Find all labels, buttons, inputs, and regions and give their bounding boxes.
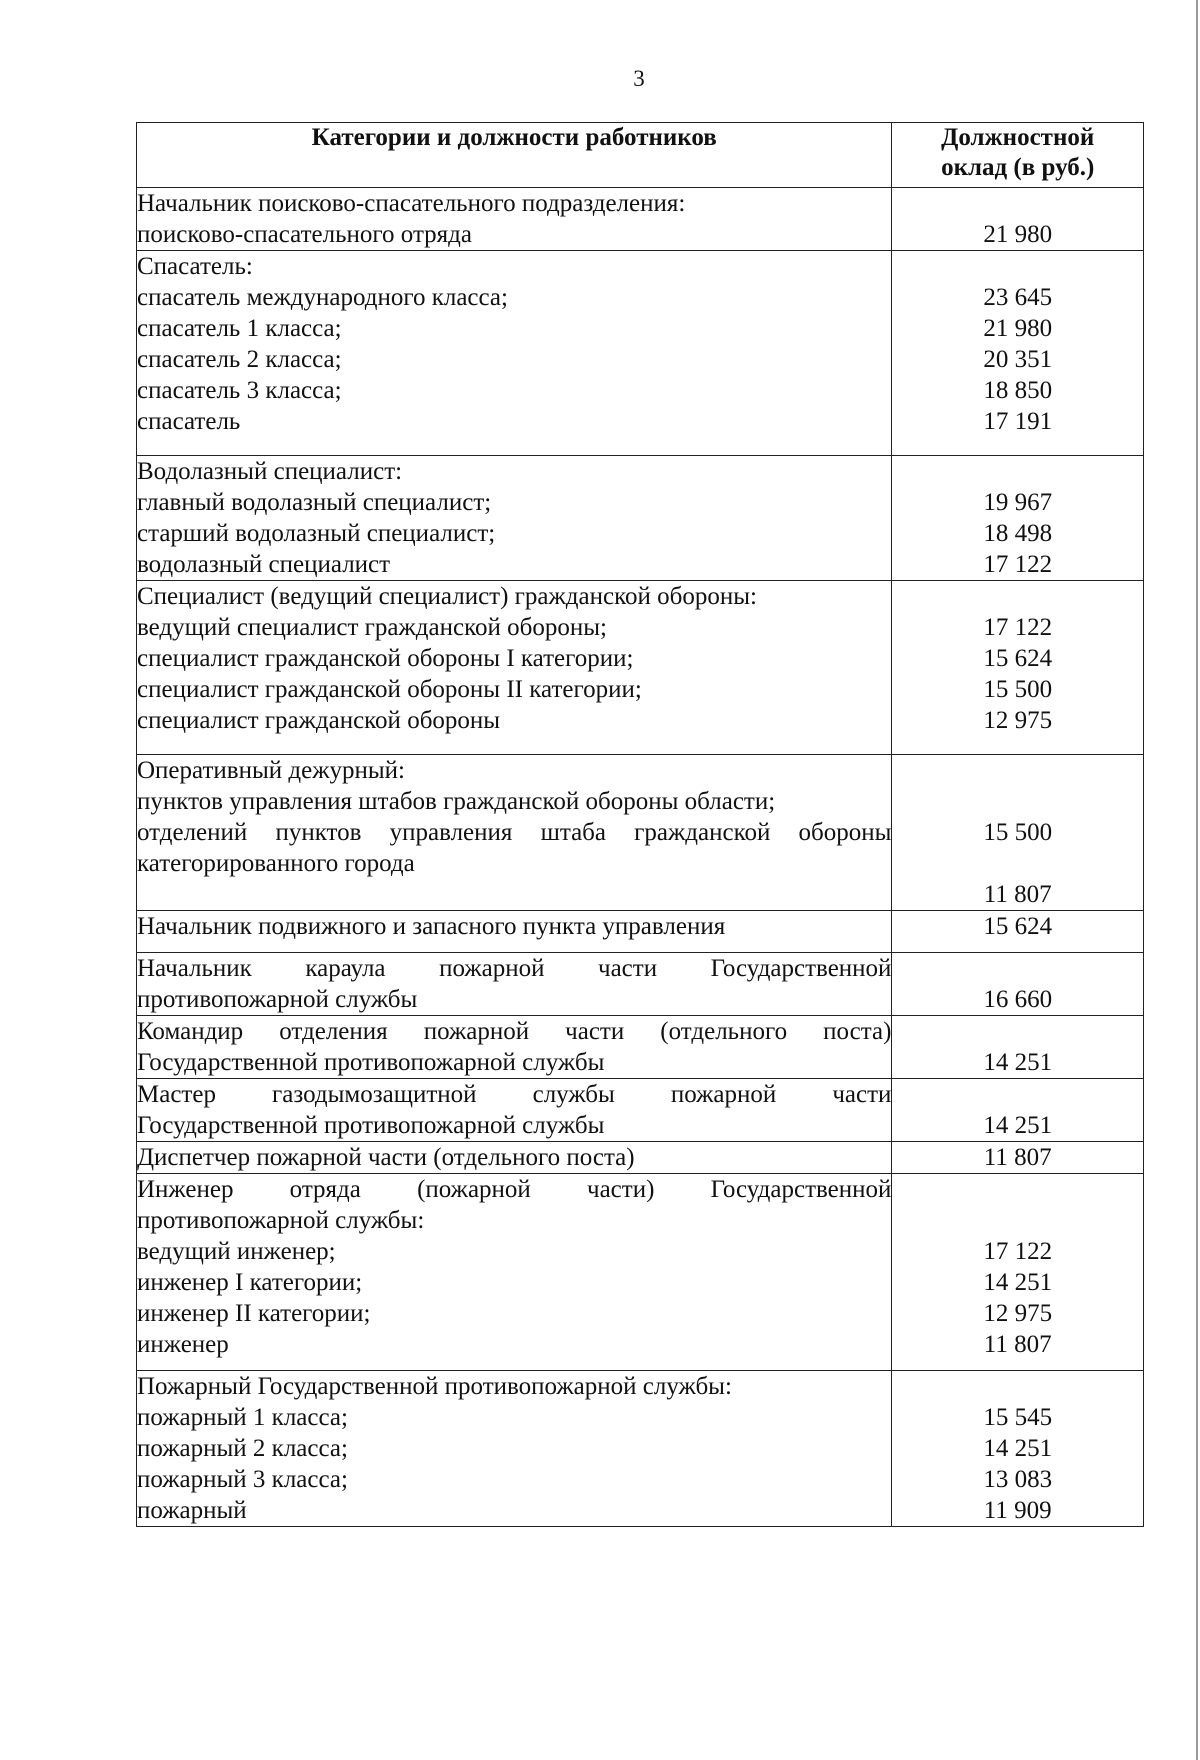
position-label: специалист гражданской обороны	[137, 707, 501, 734]
position-label: старший водолазный специалист;	[137, 520, 496, 547]
salary-value: 17 191	[983, 408, 1053, 435]
page-number: 3	[633, 66, 645, 91]
row-positions	[137, 1371, 892, 1527]
table-row	[137, 1174, 1144, 1371]
table-row	[137, 456, 1144, 581]
table-header-row	[137, 123, 1144, 188]
header-salary-line2: оклад (в руб.)	[941, 154, 1095, 181]
salary-value: 12 975	[983, 707, 1053, 734]
position-label: Государственной противопожарной службы	[137, 1112, 605, 1139]
row-positions	[137, 251, 892, 456]
row-salaries	[892, 911, 1144, 953]
position-label: инженер	[137, 1331, 229, 1358]
table-row	[137, 1142, 1144, 1174]
salary-value: 15 624	[983, 645, 1053, 672]
position-label: специалист гражданской обороны II категории;	[137, 676, 642, 703]
row-positions	[137, 1174, 892, 1371]
group-title: противопожарной службы:	[137, 1207, 425, 1234]
row-salaries	[892, 456, 1144, 581]
row-salaries	[892, 1142, 1144, 1174]
salary-value: 12 975	[983, 1300, 1053, 1327]
group-title: Спасатель:	[137, 253, 253, 280]
group-title: Начальник поисково-спасательного подразделения:	[137, 190, 686, 217]
position-label: пожарный 2 класса;	[137, 1435, 348, 1462]
table-row	[137, 755, 1144, 911]
header-positions: Категории и должности работников	[137, 123, 892, 188]
salary-value: 11 807	[983, 881, 1052, 908]
salary-value: 16 660	[983, 986, 1053, 1013]
table-row	[137, 581, 1144, 755]
salary-value: 21 980	[983, 315, 1053, 342]
row-positions	[137, 953, 892, 1016]
position-label: Командир отделения пожарной части (отдельного поста)	[137, 1018, 892, 1045]
salary-value: 15 500	[983, 819, 1053, 846]
group-title: Водолазный специалист:	[137, 458, 403, 485]
salary-value: 17 122	[983, 614, 1053, 641]
salary-value: 20 351	[983, 346, 1053, 373]
row-salaries	[892, 1016, 1144, 1079]
row-positions	[137, 581, 892, 755]
group-title: Пожарный Государственной противопожарной службы:	[137, 1373, 732, 1400]
salary-value: 15 545	[983, 1404, 1053, 1431]
salary-value: 18 498	[983, 520, 1053, 547]
position-label: пожарный 1 класса;	[137, 1404, 348, 1431]
row-salaries	[892, 251, 1144, 456]
table-row	[137, 1371, 1144, 1527]
salary-value: 14 251	[983, 1435, 1053, 1462]
position-label: главный водолазный специалист;	[137, 489, 492, 516]
group-title: Инженер отряда (пожарной части) Государственной	[137, 1176, 892, 1203]
row-positions	[137, 456, 892, 581]
row-salaries	[892, 1174, 1144, 1371]
position-label: спасатель 2 класса;	[137, 346, 342, 373]
group-title: Оперативный дежурный:	[137, 757, 405, 784]
salary-value: 19 967	[983, 489, 1053, 516]
position-label: водолазный специалист	[137, 551, 391, 578]
page-edge-line	[1196, 0, 1198, 1760]
position-label: спасатель 3 класса;	[137, 377, 342, 404]
row-positions	[137, 755, 892, 911]
row-salaries	[892, 953, 1144, 1016]
row-salaries	[892, 1371, 1144, 1527]
row-positions	[137, 911, 892, 953]
salary-value: 23 645	[983, 284, 1053, 311]
salary-value: 13 083	[983, 1466, 1053, 1493]
salary-value: 14 251	[983, 1049, 1053, 1076]
position-label: спасатель 1 класса;	[137, 315, 342, 342]
row-positions	[137, 1079, 892, 1142]
row-positions	[137, 188, 892, 251]
salary-value: 15 500	[983, 676, 1053, 703]
position-label: Начальник караула пожарной части Государственной	[137, 955, 892, 982]
position-label: категорированного города	[137, 850, 415, 877]
position-label: Государственной противопожарной службы	[137, 1049, 605, 1076]
position-label: специалист гражданской обороны I категории;	[137, 645, 634, 672]
table-row	[137, 1079, 1144, 1142]
row-salaries	[892, 581, 1144, 755]
header-salary-line1: Должностной	[941, 124, 1095, 151]
table-row	[137, 911, 1144, 953]
table-row	[137, 953, 1144, 1016]
salary-value: 11 807	[983, 1331, 1052, 1358]
position-label: Начальник подвижного и запасного пункта управления	[137, 913, 726, 940]
salary-value: 14 251	[983, 1112, 1053, 1139]
position-label: Мастер газодымозащитной службы пожарной части	[137, 1081, 892, 1108]
salary-table	[136, 122, 1144, 1527]
position-label: инженер I категории;	[137, 1269, 363, 1296]
salary-value: 21 980	[983, 221, 1053, 248]
position-label: поисково-спасательного отряда	[137, 221, 472, 248]
position-label: спасатель	[137, 408, 241, 435]
row-salaries	[892, 1079, 1144, 1142]
salary-value: 14 251	[983, 1269, 1053, 1296]
row-salaries	[892, 755, 1144, 911]
salary-value: 15 624	[983, 913, 1053, 940]
table-row	[137, 1016, 1144, 1079]
position-label: Диспетчер пожарной части (отдельного поста)	[137, 1144, 635, 1171]
position-label: ведущий инженер;	[137, 1238, 336, 1265]
position-label: спасатель международного класса;	[137, 284, 508, 311]
salary-value: 17 122	[983, 1238, 1053, 1265]
salary-value: 11 909	[983, 1497, 1052, 1524]
position-label: пожарный	[137, 1497, 247, 1524]
position-label: отделений пунктов управления штаба гражданской обороны	[137, 819, 892, 846]
position-label: инженер II категории;	[137, 1300, 371, 1327]
group-title: Специалист (ведущий специалист) гражданской обороны:	[137, 583, 757, 610]
row-positions	[137, 1016, 892, 1079]
row-salaries	[892, 188, 1144, 251]
table-row	[137, 188, 1144, 251]
salary-value: 11 807	[983, 1144, 1052, 1171]
salary-value: 17 122	[983, 551, 1053, 578]
salary-value: 18 850	[983, 377, 1053, 404]
position-label: пунктов управления штабов гражданской обороны области;	[137, 788, 776, 815]
position-label: пожарный 3 класса;	[137, 1466, 348, 1493]
position-label: ведущий специалист гражданской обороны;	[137, 614, 607, 641]
table-row	[137, 251, 1144, 456]
header-salary	[892, 123, 1144, 188]
row-positions	[137, 1142, 892, 1174]
position-label: противопожарной службы	[137, 986, 418, 1013]
